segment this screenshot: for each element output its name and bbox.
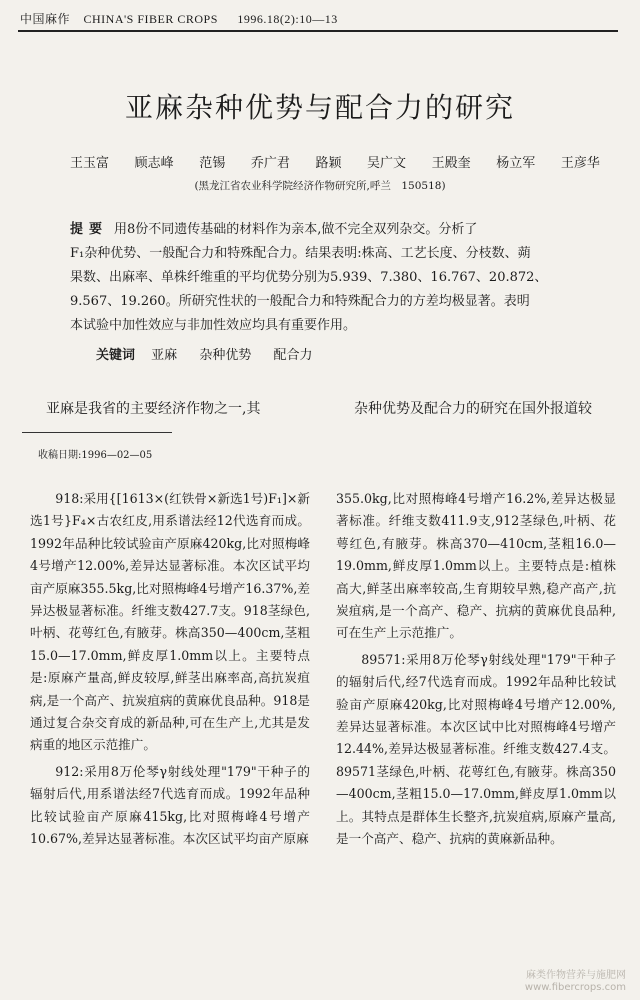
abstract-line: F₁杂种优势、一般配合力和特殊配合力。结果表明:株高、工艺长度、分枝数、蒴	[70, 246, 531, 261]
received-date: 收稿日期:1996—02—05	[38, 450, 153, 461]
abstract-label: 提要	[70, 222, 109, 237]
header-rule	[18, 30, 618, 32]
keywords-label: 关键词	[96, 348, 136, 363]
watermark-line: www.fibercrops.com	[524, 982, 626, 993]
site-watermark	[525, 970, 626, 994]
journal-name-cn: 中国麻作	[20, 12, 71, 26]
keyword: 亚麻	[151, 348, 178, 363]
author: 乔广君	[250, 156, 290, 171]
author: 顾志峰	[134, 156, 174, 171]
keyword: 杂种优势	[199, 348, 252, 363]
paragraph: 912:采用8万伦琴γ射线处理"179"干种子的辐射后代,用系谱法经7代选育而成。1992年品种比较试验亩产原麻415kg,比对照梅峰4号增产10.67%,差异达显著标准。本次区试平均亩产原麻	[30, 763, 310, 847]
paper-title: 亚麻杂种优势与配合力的研究	[124, 91, 515, 124]
author: 王玉富	[70, 156, 110, 171]
citation: 1996.18(2):10—13	[237, 12, 338, 26]
author: 王殿奎	[431, 156, 471, 171]
keyword: 配合力	[273, 348, 313, 363]
author-list	[70, 152, 600, 171]
running-head	[20, 10, 338, 27]
abstract-line: 用8份不同遗传基础的材料作为亲本,做不完全双列杂交。分析了	[114, 222, 478, 237]
body-column-right	[336, 488, 616, 851]
intro-left: 亚麻是我省的主要经济作物之一,其	[46, 401, 261, 417]
keywords	[96, 344, 330, 363]
paragraph: 918:采用{[1613×(红铁骨×新选1号)F₁]×新选1号}F₄×古农红皮,用系谱法经12代选育而成。1992年品种比较试验亩产原麻420kg,比对照梅峰4号增产12.00%,差异达显著标准。本次区试平均亩产原麻355.5kg,比对照梅峰4号增产16.37%,差异达极显著标准。纤维支数427.7支。918茎绿色,叶柄、花萼红色,有腋芽。株高350—400cm,茎粗15.0—17.0mm,鲜皮厚1.0mm以上。主要特点是:原麻产量高,鲜皮较厚,鲜茎出麻率高,高抗炭疽病,是一个高产、抗炭疽病的黄麻优良品种。918是通过复合杂交育成的新品种,可在生产上,尤其是发病重的地区示范推广。	[30, 491, 310, 753]
abstract-line: 果数、出麻率、单株纤维重的平均优势分别为5.939、7.380、16.767、20.872、	[70, 270, 548, 285]
author: 王彦华	[560, 156, 600, 171]
body-column-left	[30, 488, 310, 851]
journal-name-en: CHINA'S FIBER CROPS	[83, 12, 218, 26]
abstract-line: 9.567、19.260。所研究性状的一般配合力和特殊配合力的方差均极显著。表明	[70, 294, 530, 309]
author: 吴广文	[367, 156, 407, 171]
author: 范锡	[199, 156, 226, 171]
abstract-line: 本试验中加性效应与非加性效应均具有重要作用。	[70, 318, 357, 333]
paragraph: 355.0kg,比对照梅峰4号增产16.2%,差异达极显著标准。纤维支数411.9支,912茎绿色,叶柄、花萼红色,有腋芽。株高370—410cm,茎粗16.0—19.0mm,鲜皮厚1.0mm以上。主要特点是:植株高大,鲜茎出麻率较高,生育期较早熟,稳产高产,抗炭疽病,是一个高产、稳产、抗病的黄麻优良品种,可在生产上示范推广。	[336, 491, 616, 641]
footnote-rule	[22, 432, 172, 433]
watermark-line: 麻类作物营养与施肥网	[526, 970, 626, 981]
paragraph: 89571:采用8万伦琴γ射线处理"179"干种子的辐射后代,经7代选育而成。1992年品种比较试验亩产原麻420kg,比对照梅峰4号增产12.00%,差异达显著标准。本次区试中比对照梅峰4号增产12.44%,差异达极显著标准。纤维支数427.4支。89571茎绿色,叶柄、花萼红色,有腋芽。株高350—400cm,茎粗15.0—17.0mm,鲜皮厚1.0mm以上。其特点是群体生长整齐,抗炭疽病,原麻产量高,是一个高产、稳产、抗病的黄麻新品种。	[336, 651, 616, 847]
intro-right: 杂种优势及配合力的研究在国外报道较	[354, 401, 592, 417]
abstract	[70, 218, 600, 338]
author: 杨立军	[496, 156, 536, 171]
author: 路颖	[315, 156, 342, 171]
affiliation: (黑龙江省农业科学院经济作物研究所,呼兰 150518)	[194, 180, 446, 192]
